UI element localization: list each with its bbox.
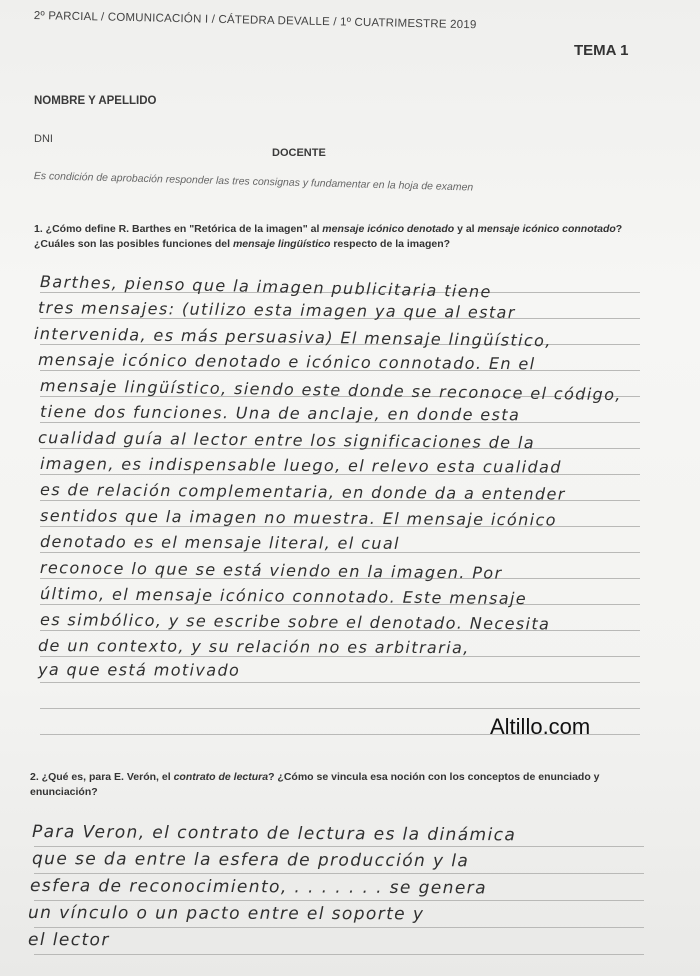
- answer-1-line: Barthes, pienso que la imagen publicitaria tiene: [39, 272, 492, 302]
- answer-line: [34, 927, 644, 928]
- answer-2-line: el lector: [27, 930, 110, 951]
- answer-1-line: es de relación complementaria, en donde da a entender: [39, 480, 566, 504]
- answer-2-line: Para Veron, el contrato de lectura es la dinámica: [31, 822, 517, 846]
- answer-1-line: ya que está motivado: [37, 660, 241, 680]
- answer-1-line: reconoce lo que se está viendo en la imagen. Por: [39, 558, 503, 583]
- answer-1-line: sentidos que la imagen no muestra. El mensaje icónico: [39, 506, 557, 530]
- answer-1-line: intervenida, es más persuasiva) El mensaje lingüístico,: [33, 324, 552, 351]
- answer-1-line: de un contexto, y su relación no es arbitraria,: [37, 636, 470, 658]
- answer-1-line: es simbólico, y se escribe sobre el denotado. Necesita: [39, 610, 551, 634]
- answer-1-line: denotado es el mensaje literal, el cual: [39, 532, 400, 553]
- question-2: 2. ¿Qué es, para E. Verón, el contrato de lectura? ¿Cómo se vincula esa noción con los conceptos de enunciado y enunciación?: [30, 771, 600, 798]
- answer-line: [34, 873, 644, 874]
- dni-field-label: DNI: [34, 133, 53, 145]
- exam-header: 2º PARCIAL / COMUNICACIÓN I / CÁTEDRA DEVALLE / 1º CUATRIMESTRE 2019: [33, 10, 477, 32]
- answer-1-line: mensaje icónico denotado e icónico connotado. En el: [37, 350, 536, 374]
- answer-2-line: un vínculo o un pacto entre el soporte y: [27, 903, 425, 925]
- question-1: 1. ¿Cómo define R. Barthes en "Retórica de la imagen" al mensaje icónico denotado y al mensaje icónico connotado? ¿Cuáles son las posibles funciones del mensaje lingüístico respecto de la imagen?: [34, 223, 623, 250]
- answer-1-line: imagen, es indispensable luego, el relevo esta cualidad: [39, 454, 562, 477]
- answer-1-line: tiene dos funciones. Una de anclaje, en donde esta: [39, 402, 521, 425]
- name-field-label: NOMBRE Y APELLIDO: [34, 95, 157, 107]
- answer-line: [34, 900, 644, 901]
- answer-line: [40, 682, 640, 683]
- approval-condition: Es condición de aprobación responder las tres consignas y fundamentar en la hoja de examen: [33, 170, 474, 194]
- answer-line: [40, 708, 640, 709]
- answer-line: [34, 954, 644, 955]
- answer-2-line: que se da entre la esfera de producción y la: [31, 849, 470, 872]
- tema-label: TEMA 1: [574, 42, 629, 59]
- answer-line: [34, 846, 644, 847]
- teacher-field-label: DOCENTE: [272, 147, 326, 159]
- answer-1-line: último, el mensaje icónico connotado. Este mensaje: [39, 584, 528, 609]
- answer-1-line: tres mensajes: (utilizo esta imagen ya que al estar: [37, 298, 516, 323]
- answer-1-line: cualidad guía al lector entre los significaciones de la: [37, 428, 536, 453]
- answer-2-line: esfera de reconocimiento, . . . . . . . se genera: [29, 876, 487, 899]
- answer-1-line: mensaje lingüístico, siendo este donde se reconoce el código,: [39, 376, 623, 405]
- site-watermark: Altillo.com: [490, 714, 591, 739]
